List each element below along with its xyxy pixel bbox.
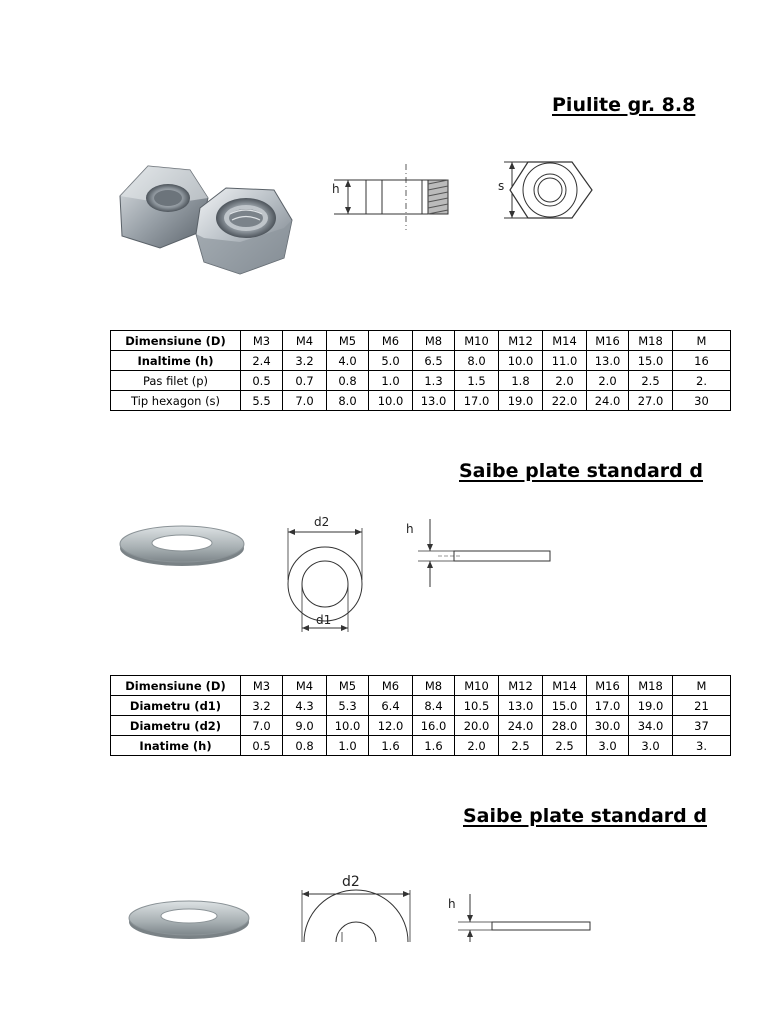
table-cell: 3.0 [587, 736, 629, 756]
table-cell: 24.0 [587, 391, 629, 411]
table-cell: 5.5 [241, 391, 283, 411]
table-cell: 0.8 [283, 736, 327, 756]
nut-h-label: h [332, 182, 340, 196]
washer-side-view-diagram [402, 515, 554, 591]
table-cell: 6.4 [369, 696, 413, 716]
table-cell: M6 [369, 331, 413, 351]
table-cell: 0.8 [327, 371, 369, 391]
washer2-d2-label: d2 [342, 874, 360, 890]
table-row [111, 331, 731, 351]
table-cell: 0.5 [241, 736, 283, 756]
table-cell: 1.5 [455, 371, 499, 391]
washer-front-view-diagram-2 [296, 870, 416, 942]
table-cell: M5 [327, 676, 369, 696]
table-cell: M3 [241, 331, 283, 351]
nut-side-view-diagram [328, 160, 458, 232]
washer-side-view-diagram-2 [444, 890, 594, 942]
table-cell: 2.5 [499, 736, 543, 756]
table-cell: M14 [543, 331, 587, 351]
washer-d2-label: d2 [314, 515, 330, 529]
table-cell: 16 [673, 351, 731, 371]
table-cell: M8 [413, 331, 455, 351]
table-cell: 13.0 [499, 696, 543, 716]
row-label: Inatime (h) [111, 736, 241, 756]
table-cell: 7.0 [283, 391, 327, 411]
nut-spec-table [110, 330, 731, 411]
table-cell: 4.3 [283, 696, 327, 716]
table-cell: 22.0 [543, 391, 587, 411]
table-cell: 16.0 [413, 716, 455, 736]
row-label: Pas filet (p) [111, 371, 241, 391]
table-cell: 10.0 [499, 351, 543, 371]
table-cell: 37 [673, 716, 731, 736]
table-row [111, 676, 731, 696]
table-cell: 27.0 [629, 391, 673, 411]
table-cell: 2.5 [543, 736, 587, 756]
nut-photo-image [108, 158, 296, 280]
table-cell: 2. [673, 371, 731, 391]
table-cell: 13.0 [413, 391, 455, 411]
table-cell: M [673, 676, 731, 696]
table-cell: M [673, 331, 731, 351]
table-cell: 11.0 [543, 351, 587, 371]
table-cell: 17.0 [455, 391, 499, 411]
table-row [111, 391, 731, 411]
table-cell: 24.0 [499, 716, 543, 736]
table-cell: M4 [283, 331, 327, 351]
table-cell: 3.0 [629, 736, 673, 756]
table-cell: 12.0 [369, 716, 413, 736]
table-cell: 15.0 [543, 696, 587, 716]
nuts-title: Piulite gr. 8.8 [552, 94, 696, 116]
table-cell: M10 [455, 676, 499, 696]
table-cell: 30 [673, 391, 731, 411]
table-cell: 1.8 [499, 371, 543, 391]
washer-front-view-diagram [282, 510, 372, 638]
table-cell: 10.5 [455, 696, 499, 716]
table-cell: 10.0 [327, 716, 369, 736]
table-cell: M14 [543, 676, 587, 696]
table-cell: 10.0 [369, 391, 413, 411]
row-label: Dimensiune (D) [111, 676, 241, 696]
table-cell: M8 [413, 676, 455, 696]
table-cell: 8.0 [455, 351, 499, 371]
table-cell: 28.0 [543, 716, 587, 736]
washer-photo-image [116, 518, 248, 570]
table-cell: M12 [499, 331, 543, 351]
table-row [111, 736, 731, 756]
table-row [111, 371, 731, 391]
table-cell: 1.0 [327, 736, 369, 756]
table-row [111, 351, 731, 371]
table-cell: M10 [455, 331, 499, 351]
table-cell: 5.0 [369, 351, 413, 371]
table-cell: 1.3 [413, 371, 455, 391]
washer-spec-table [110, 675, 731, 756]
table-cell: M5 [327, 331, 369, 351]
table-row [111, 696, 731, 716]
table-cell: 8.4 [413, 696, 455, 716]
table-cell: 6.5 [413, 351, 455, 371]
table-cell: 4.0 [327, 351, 369, 371]
table-cell: 1.6 [369, 736, 413, 756]
table-cell: 1.6 [413, 736, 455, 756]
table-cell: 0.5 [241, 371, 283, 391]
washers-title: Saibe plate standard d [459, 460, 703, 482]
table-cell: M4 [283, 676, 327, 696]
table-cell: 20.0 [455, 716, 499, 736]
table-cell: 2.0 [587, 371, 629, 391]
table-cell: 3.2 [241, 696, 283, 716]
table-cell: M3 [241, 676, 283, 696]
table-cell: 19.0 [629, 696, 673, 716]
table-cell: 13.0 [587, 351, 629, 371]
table-cell: M12 [499, 676, 543, 696]
table-cell: 15.0 [629, 351, 673, 371]
table-cell: M16 [587, 331, 629, 351]
table-cell: 1.0 [369, 371, 413, 391]
table-cell: 7.0 [241, 716, 283, 736]
table-row [111, 716, 731, 736]
table-cell: M6 [369, 676, 413, 696]
table-cell: M18 [629, 331, 673, 351]
nut-s-label: s [498, 179, 505, 193]
table-cell: M16 [587, 676, 629, 696]
table-cell: 2.5 [629, 371, 673, 391]
table-cell: 3. [673, 736, 731, 756]
washer-h-label: h [406, 522, 414, 536]
row-label: Diametru (d2) [111, 716, 241, 736]
table-cell: 8.0 [327, 391, 369, 411]
row-label: Diametru (d1) [111, 696, 241, 716]
table-cell: 5.3 [327, 696, 369, 716]
table-cell: 3.2 [283, 351, 327, 371]
table-cell: 19.0 [499, 391, 543, 411]
table-cell: 0.7 [283, 371, 327, 391]
row-label: Tip hexagon (s) [111, 391, 241, 411]
table-cell: 2.0 [543, 371, 587, 391]
row-label: Dimensiune (D) [111, 331, 241, 351]
table-cell: 34.0 [629, 716, 673, 736]
nut-top-view-diagram [494, 156, 606, 226]
table-cell: M18 [629, 676, 673, 696]
table-cell: 9.0 [283, 716, 327, 736]
table-cell: 17.0 [587, 696, 629, 716]
washer-d1-label: d1 [316, 613, 332, 627]
washers-title-2: Saibe plate standard d [463, 805, 707, 827]
washer-photo-image-2 [124, 892, 254, 942]
table-cell: 2.4 [241, 351, 283, 371]
table-cell: 2.0 [455, 736, 499, 756]
table-cell: 30.0 [587, 716, 629, 736]
washer2-h-label: h [448, 897, 456, 911]
table-cell: 21 [673, 696, 731, 716]
row-label: Inaltime (h) [111, 351, 241, 371]
